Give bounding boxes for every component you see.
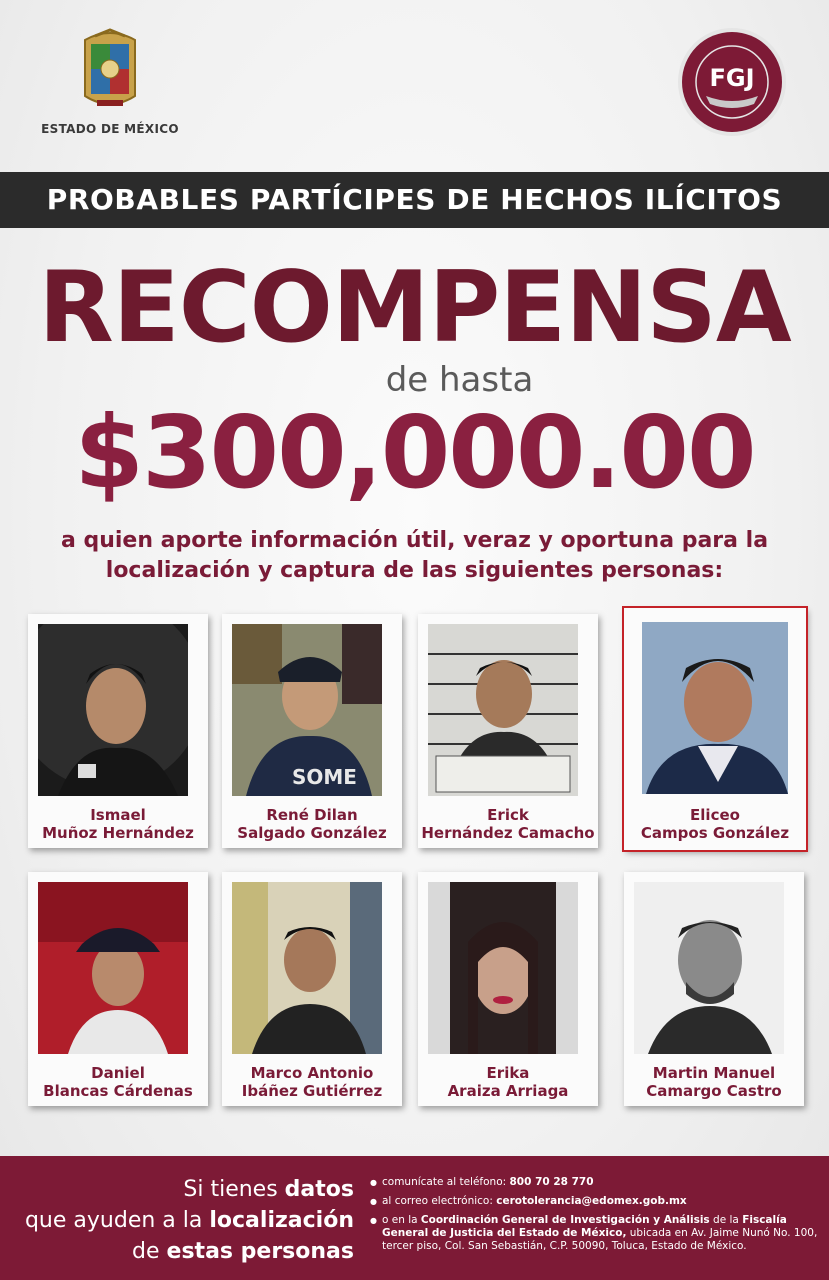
person-photo — [634, 882, 784, 1054]
address-office: Coordinación General de Investigación y Análisis — [420, 1214, 710, 1226]
contact-footer — [0, 1156, 829, 1280]
person-card — [418, 614, 598, 848]
person-last-name: Muñoz Hernández — [42, 824, 194, 842]
person-first-name: Martin Manuel — [652, 1064, 776, 1082]
contact-phone — [370, 1176, 820, 1189]
contact-email — [370, 1195, 820, 1208]
cta-text: que ayuden a la — [24, 1208, 210, 1233]
description-line-1: a quien aporte información útil, veraz y oportuna para la — [60, 528, 769, 553]
cta-text: Si tienes — [183, 1177, 285, 1202]
person-first-name: Ismael — [90, 806, 146, 824]
contact-details — [370, 1176, 820, 1259]
person-first-name: Marco Antonio — [250, 1064, 374, 1082]
person-card — [222, 614, 402, 848]
reward-title: RECOMPENSA — [38, 251, 791, 365]
reward-description — [0, 526, 829, 586]
fgj-seal-icon — [676, 26, 788, 138]
person-first-name: Erika — [486, 1064, 530, 1082]
fgj-logo — [676, 26, 788, 138]
address-street: ubicada en Av. Jaime Nunó No. 100, tercer piso, Col. San Sebastián, C.P. 50090, Toluca, Estado de México. — [382, 1227, 818, 1252]
person-card — [222, 872, 402, 1106]
person-last-name: Campos González — [640, 824, 790, 842]
person-card — [28, 872, 208, 1106]
state-label: ESTADO DE MÉXICO — [41, 122, 179, 136]
footer-call-to-action — [25, 1174, 354, 1267]
person-last-name: Ibáñez Gutiérrez — [241, 1082, 383, 1100]
banner — [0, 172, 829, 228]
person-photo — [428, 624, 578, 796]
person-first-name: Erick — [487, 806, 529, 824]
person-last-name: Blancas Cárdenas — [43, 1082, 193, 1100]
email-address[interactable]: cerotolerancia@edomex.gob.mx — [496, 1195, 687, 1207]
person-card — [624, 872, 804, 1106]
cta-bold: datos — [284, 1177, 354, 1202]
reward-amount: $300,000.00 — [74, 394, 755, 511]
estado-de-mexico-logo — [40, 26, 180, 136]
fgj-logo-text: FGJ — [709, 64, 755, 92]
address-text: de la — [709, 1214, 743, 1226]
description-line-2: localización y captura de las siguientes personas: — [105, 558, 724, 583]
cta-bold: estas personas — [166, 1239, 354, 1264]
svg-text:SOME: SOME — [292, 765, 357, 789]
person-photo — [38, 624, 188, 796]
de-hasta-text: de hasta — [385, 360, 534, 400]
address-agency: Fiscalía General de Justicia del Estado de México, — [382, 1214, 787, 1239]
person-last-name: Araiza Arriaga — [447, 1082, 569, 1100]
person-first-name: René Dilan — [266, 806, 358, 824]
phone-label: comunícate al teléfono: — [382, 1176, 510, 1188]
person-card — [418, 872, 598, 1106]
cta-text: de — [132, 1239, 167, 1264]
phone-number[interactable]: 800 70 28 770 — [509, 1176, 594, 1188]
person-photo — [428, 882, 578, 1054]
email-label: al correo electrónico: — [382, 1195, 497, 1207]
person-photo — [232, 882, 382, 1054]
person-last-name: Camargo Castro — [646, 1082, 782, 1100]
person-first-name: Daniel — [91, 1064, 145, 1082]
banner-text: PROBABLES PARTÍCIPES DE HECHOS ILÍCITOS — [46, 183, 783, 216]
address-text: o en la — [382, 1214, 421, 1226]
person-first-name: Eliceo — [690, 806, 740, 824]
person-last-name: Hernández Camacho — [421, 824, 595, 842]
coat-of-arms-icon — [75, 26, 145, 116]
contact-address — [370, 1214, 820, 1253]
person-photo — [642, 622, 788, 794]
person-last-name: Salgado González — [237, 824, 387, 842]
person-photo — [232, 624, 382, 796]
person-card-highlighted — [624, 608, 806, 850]
person-card — [28, 614, 208, 848]
cta-bold: localización — [209, 1208, 354, 1233]
person-photo — [38, 882, 188, 1054]
